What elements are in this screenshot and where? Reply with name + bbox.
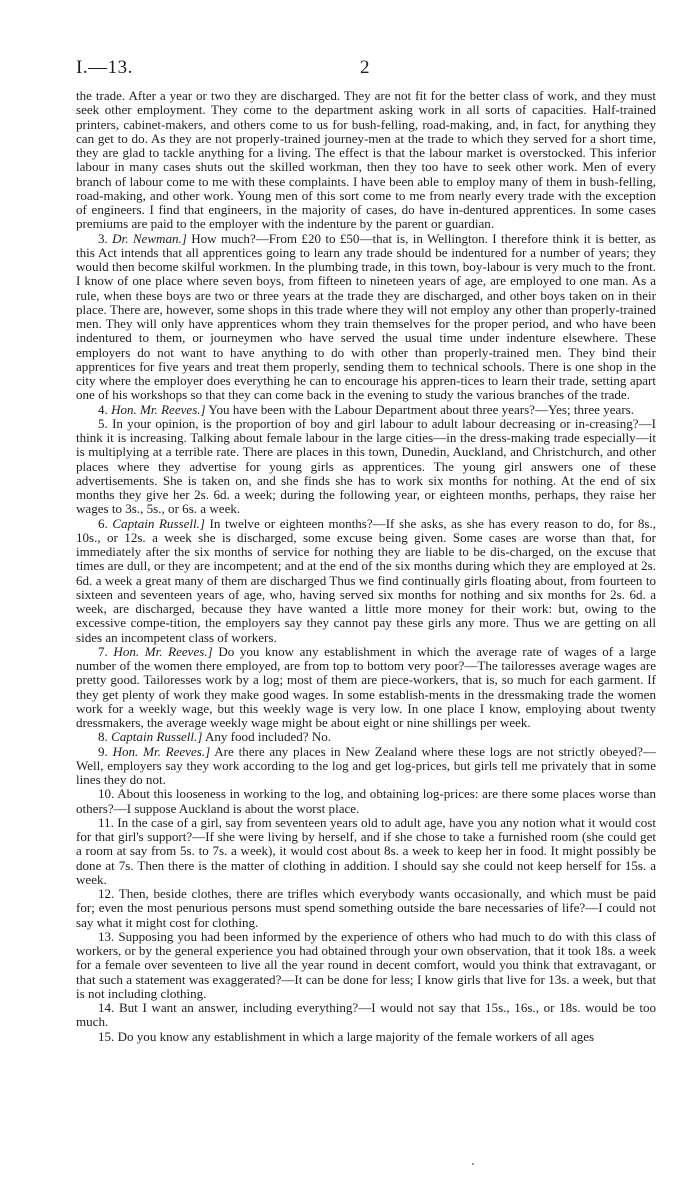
question-number: 12. (98, 886, 115, 901)
paragraph (76, 730, 656, 744)
paragraph-text: In your opinion, is the proportion of boy and girl labour to adult labour decreasing or in-creasing?—I think it is increasing. Talking about female labour in the large cities—in the dress-making trade especially—it is multiplying at a terrible rate. There are places in this town, Dunedin, Auckland, and Christchurch, and other places where they advertise for young girls as apprentices. The young girl answers one of these advertisements. She is taken on, and she finds she has to work six months for nothing. At the end of six months they give her 2s. 6d. a week; during the following year, or eighteen months, perhaps, they raise her wages to 3s., 5s., or 6s. a week. (76, 415, 656, 517)
paragraph-text: In the case of a girl, say from seventeen years old to adult age, have you any notion what it would cost for that girl's support?—If she were living by herself, and if she chose to take a furnished room (she could get a room at say from 5s. to 7s. a week), it would cost about 8s. a week to keep her in food. It might possibly be done at 7s. Then there is the matter of clothing in addition. I should say she could not keep herself for 15s. a week. (76, 814, 656, 887)
question-number: 14. (98, 1000, 115, 1015)
paragraph (76, 930, 656, 1001)
question-number: 13. (98, 928, 115, 944)
paragraph-text: Supposing you had been informed by the experience of others who had much to do with this class of workers, or by the general experience you had obtained through your own observation, that it took 18s. a week for a female over seventeen to live all the year round in decent comfort, would you think that extravagant, or that such a statement was exaggerated?—It can be done for less; I know girls that live for 13s. a week, but that is not including clothing. (76, 928, 657, 1001)
page-header (76, 57, 656, 79)
paragraph-text: How much?—From £20 to £50—that is, in Wellington. I therefore think it is better, as this Act intends that all apprentices going to learn any trade should be indentured for a number of years; they would then become skilful workmen. In the plumbing trade, in this town, boy-labour is very much to the front. I know of one place where seven boys, from fifteen to nineteen years of age, are employed to one man. As a rule, when these boys are two or three years at the trade they are discharged, and other boys taken on in their place. There are, however, some shops in this trade where they will not employ any other than properly-trained men. They will only have apprentices whom they train themselves for the proper period, and who have been indentured to them, or journeymen who have served the usual time under indenture elsewhere. These employers do not want to have anything to do with other than properly-trained men. They bind their apprentices for five years and treat them properly, sending them to technical schools. There is one shop in the city where the employer does everything he can to encourage his appren-tices to learn their trade, setting apart one of his workshops so that they can come back in the evening to study the various branches of the trade. (76, 230, 656, 403)
paragraph (76, 417, 656, 517)
document-body (76, 89, 656, 1044)
paragraph-text: In twelve or eighteen months?—If she asks, as she has every reason to do, for 8s., 10s., or 12s. a week she is discharged, some excuse being given. Some cases are worse than that, for immediately after the six months of service for nothing they are liable to be dis-charged, on the excuse that times are dull, or they are incompetent; and at the end of the six months during which they are employed at 2s. 6d. a week a great many of them are discharged Thus we find continually girls floating about, from fourteen to sixteen and seventeen years of age, who, having served six months for nothing and six months for 2s. 6d. a week, are discharged, because they have wanted a little more money for their work: but, owing to the excessive compe-tition, the employers say they cannot pay these girls any more. Thus we are getting on all sides an incompetent class of workers. (76, 515, 657, 645)
paragraph (76, 89, 656, 232)
question-number: 3. (98, 230, 108, 246)
speaker: Hon. Mr. Reeves.] (113, 643, 213, 659)
paragraph-text: About this looseness in working to the log, and obtaining log-prices: are there some places worse than others?—I suppose Auckland is about the worst place. (76, 786, 656, 816)
paragraph (76, 1030, 656, 1044)
question-number: 4. (98, 401, 108, 417)
question-number: 11. (98, 814, 114, 830)
paragraph-text: You have been with the Labour Department about three years?—Yes; three years. (208, 401, 635, 417)
question-number: 6. (98, 515, 108, 531)
paragraph (76, 517, 656, 645)
question-number: 15. (98, 1028, 115, 1044)
scan-speck (472, 1163, 474, 1165)
paragraph-text: Do you know any establishment in which a large majority of the female workers of all ages (117, 1028, 595, 1044)
paragraph-text: Then, beside clothes, there are trifles which everybody wants occasionally, and which must be paid for; even the most penurious persons must spend something outside the bare necessaries of life?—I could not say what it might cost for clothing. (76, 886, 656, 930)
question-number: 10. (98, 786, 115, 802)
paragraph (76, 232, 656, 403)
page-number: 2 (360, 57, 370, 78)
speaker: Hon. Mr. Reeves.] (111, 401, 206, 417)
document-reference: I.—13. (76, 57, 133, 78)
paragraph (76, 403, 656, 417)
speaker: Dr. Newman.] (112, 230, 187, 246)
paragraph-text: Are there any places in New Zealand where these logs are not strictly obeyed?—Well, employers say they work according to the log and get log-prices, but girls tell me privately that in some lines they do not. (76, 743, 656, 787)
paragraph (76, 816, 656, 887)
paragraph-text: But I want an answer, including everything?—I would not say that 15s., 16s., or 18s. would be too much. (76, 1000, 656, 1030)
question-number: 7. (98, 643, 108, 659)
question-number: 5. (98, 415, 108, 431)
speaker: Captain Russell.] (111, 729, 203, 745)
paragraph (76, 745, 656, 788)
speaker: Captain Russell.] (112, 515, 205, 531)
paragraph (76, 787, 656, 816)
paragraph (76, 1001, 656, 1030)
paragraph-text: Do you know any establishment in which the average rate of wages of a large number of the women there employed, are from top to bottom very poor?—The tailoresses average wages are pretty good. Tailoresses work by a log; most of them are piece-workers, that is, so much for each garment. If they get plenty of work they make good wages. In some establish-ments in the dressmaking trade the women work for a weekly wage, but this weekly wage is very low. In one place I know, employing about twenty dressmakers, the average weekly wage might be about eight or nine shillings per week. (76, 643, 657, 730)
paragraph (76, 887, 656, 930)
question-number: 9. (98, 743, 108, 759)
paragraph-text: Any food included? No. (204, 729, 332, 745)
question-number: 8. (98, 729, 108, 745)
speaker: Hon. Mr. Reeves.] (112, 743, 211, 759)
paragraph-text: the trade. After a year or two they are discharged. They are not fit for the better class of work, and they must seek other employment. They come to the department asking work in all sorts of capacities. Half-trained printers, cabinet-makers, and others come to us for bush-felling, road-making, and, in fact, for anything they can get to do. As they are not properly-trained journey-men at the trade to which they served for a short time, they are glad to tackle anything for a living. The effect is that the labour market is overstocked. This inferior labour in many cases shuts out the skilled workman, then they too have to seek other work. Men of every branch of labour come to me with these complaints. I have been able to employ many of them in bush-felling, road-making, and other work. Young men of this sort come to me from nearly every trade with the exception of engineers. I find that engineers, in the majority of cases, do have in-dentured apprentices. In some cases premiums are paid to the employer with the indenture by the parent or guardian. (76, 88, 656, 232)
paragraph (76, 645, 656, 731)
